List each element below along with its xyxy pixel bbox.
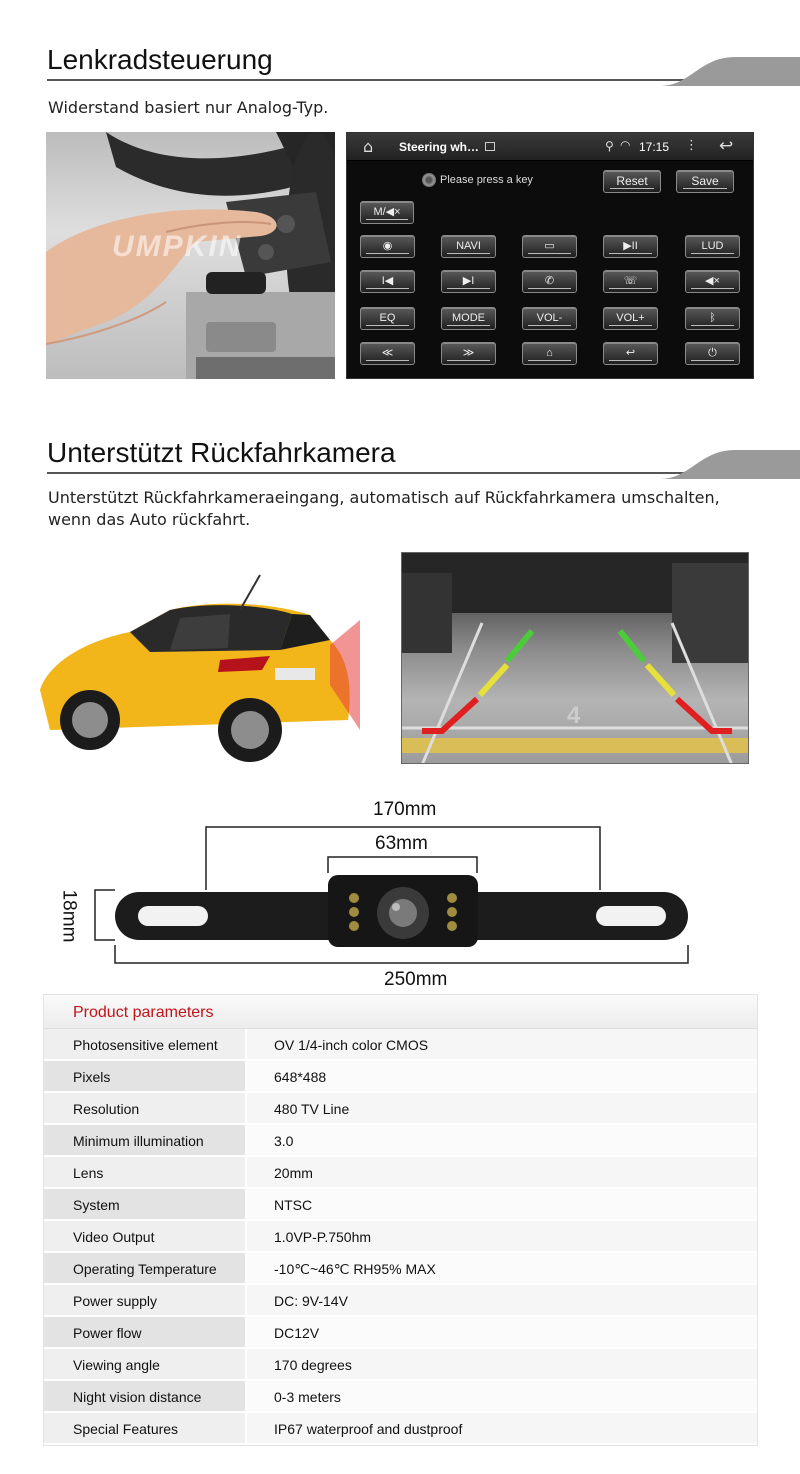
- parameter-value: -10℃~46℃ RH95% MAX: [274, 1261, 436, 1277]
- car-illustration: [30, 570, 360, 770]
- table-row: [44, 1029, 757, 1061]
- key-button-home[interactable]: ⌂: [522, 342, 577, 365]
- key-button-media[interactable]: ▭: [522, 235, 577, 258]
- key-button-vol-down[interactable]: VOL-: [522, 307, 577, 330]
- parameter-label: Operating Temperature: [73, 1261, 217, 1277]
- steering-wheel-photo: [46, 132, 335, 379]
- table-title: Product parameters: [73, 1004, 214, 1021]
- parameter-label: System: [73, 1197, 120, 1213]
- table-row: [44, 1221, 757, 1253]
- key-button-play-pause[interactable]: ▶II: [603, 235, 658, 258]
- parameter-label: Viewing angle: [73, 1357, 160, 1373]
- save-button[interactable]: Save: [676, 170, 734, 193]
- dimension-camera-width: 63mm: [375, 833, 428, 854]
- value-cell: [247, 1189, 757, 1219]
- value-cell: [247, 1125, 757, 1155]
- table-row: [44, 1413, 757, 1445]
- status-indicator-icon: [422, 173, 436, 187]
- key-button-mode[interactable]: MODE: [441, 307, 496, 330]
- key-button-eq[interactable]: EQ: [360, 307, 415, 330]
- camera-bracket-drawing: [60, 795, 750, 995]
- section-header-steering: [0, 44, 800, 86]
- parameter-value: NTSC: [274, 1197, 313, 1213]
- parameter-value: 480 TV Line: [274, 1101, 350, 1117]
- parameter-label: Video Output: [73, 1229, 155, 1245]
- svg-text:4: 4: [567, 702, 581, 729]
- description-line: wenn das Auto rückfahrt.: [48, 510, 251, 529]
- parameter-label: Night vision distance: [73, 1389, 202, 1405]
- dimension-total-length: 170mm: [373, 799, 437, 820]
- steering-settings-screen: [346, 132, 754, 379]
- section-title: Lenkradsteuerung: [47, 44, 273, 75]
- clock: 17:15: [639, 140, 670, 154]
- table-row: [44, 1189, 757, 1221]
- wifi-icon: ◠: [620, 138, 631, 152]
- key-button-vol-up[interactable]: VOL+: [603, 307, 658, 330]
- mode-mute-button[interactable]: M/◀×: [360, 201, 414, 224]
- section-title: Unterstützt Rückfahrkamera: [47, 437, 396, 468]
- value-cell: [247, 1317, 757, 1347]
- key-button-power[interactable]: ⏻: [685, 342, 740, 365]
- key-button-navi[interactable]: NAVI: [441, 235, 496, 258]
- dimension-bracket-length: 250mm: [384, 969, 448, 990]
- parameter-value: 1.0VP-P.750hm: [274, 1229, 372, 1245]
- location-icon: ⚲: [605, 139, 614, 153]
- parameter-value: OV 1/4-inch color CMOS: [274, 1037, 429, 1053]
- description-line: Unterstützt Rückfahrkameraeingang, automatisch auf Rückfahrkamera umschalten,: [48, 488, 720, 507]
- parameter-label: Power supply: [73, 1293, 158, 1309]
- key-button-forward[interactable]: ≫: [441, 342, 496, 365]
- header-accent-band: [660, 57, 800, 86]
- table-row: [44, 1285, 757, 1317]
- back-icon[interactable]: ↩: [719, 136, 734, 156]
- key-button-call[interactable]: ✆: [522, 270, 577, 293]
- parking-guide-lines: [402, 553, 749, 764]
- parameter-value: 3.0: [274, 1133, 294, 1149]
- reset-button[interactable]: Reset: [603, 170, 661, 193]
- key-button-hangup[interactable]: ☏: [603, 270, 658, 293]
- dimension-height: 18mm: [58, 889, 80, 943]
- parameter-label: Minimum illumination: [73, 1133, 204, 1149]
- key-button-lud[interactable]: LUD: [685, 235, 740, 258]
- rear-camera-view: [401, 552, 749, 764]
- table-row: [44, 1061, 757, 1093]
- more-menu-icon[interactable]: ⋮: [685, 138, 698, 153]
- key-button-bluetooth[interactable]: ᛒ: [685, 307, 740, 330]
- status-bar: [347, 133, 753, 161]
- table-header: [44, 995, 757, 1029]
- product-parameters-table: [43, 994, 758, 1446]
- key-button-back[interactable]: ↩: [603, 342, 658, 365]
- camera-dimensions-diagram: [60, 795, 750, 995]
- key-button-next[interactable]: ▶I: [441, 270, 496, 293]
- parameter-label: Photosensitive element: [73, 1037, 218, 1053]
- table-body: [44, 1029, 757, 1445]
- section-description: [48, 487, 720, 531]
- parameter-label: Special Features: [73, 1421, 179, 1437]
- app-title: Steering wh…: [399, 140, 480, 154]
- table-row: [44, 1093, 757, 1125]
- parameter-value: 648*488: [274, 1069, 327, 1085]
- section-description: Widerstand basiert nur Analog-Typ.: [48, 98, 329, 117]
- key-button-rewind[interactable]: ≪: [360, 342, 415, 365]
- home-icon[interactable]: ⌂: [363, 137, 374, 156]
- parameter-value: IP67 waterproof and dustproof: [274, 1421, 463, 1437]
- parameter-value: 20mm: [274, 1165, 313, 1181]
- hint-text: Please press a key: [440, 174, 533, 186]
- image-icon: [485, 142, 495, 151]
- brand-watermark: UMPKIN: [112, 230, 243, 263]
- table-row: [44, 1381, 757, 1413]
- header-accent-band: [660, 450, 800, 479]
- table-row: [44, 1253, 757, 1285]
- key-button-mute[interactable]: ◀×: [685, 270, 740, 293]
- parameter-value: 170 degrees: [274, 1357, 352, 1373]
- key-button-radio[interactable]: ◉: [360, 235, 415, 258]
- parameter-label: Power flow: [73, 1325, 142, 1341]
- key-button-prev[interactable]: I◀: [360, 270, 415, 293]
- parameter-label: Resolution: [73, 1101, 140, 1117]
- parameter-label: Lens: [73, 1165, 104, 1181]
- table-row: [44, 1317, 757, 1349]
- value-cell: [247, 1157, 757, 1187]
- table-row: [44, 1157, 757, 1189]
- parameter-value: 0-3 meters: [274, 1389, 341, 1405]
- table-row: [44, 1349, 757, 1381]
- table-row: [44, 1125, 757, 1157]
- parameter-value: DC: 9V-14V: [274, 1293, 348, 1309]
- section-header-camera: [0, 437, 800, 479]
- parameter-label: Pixels: [73, 1069, 111, 1085]
- parameter-value: DC12V: [274, 1325, 320, 1341]
